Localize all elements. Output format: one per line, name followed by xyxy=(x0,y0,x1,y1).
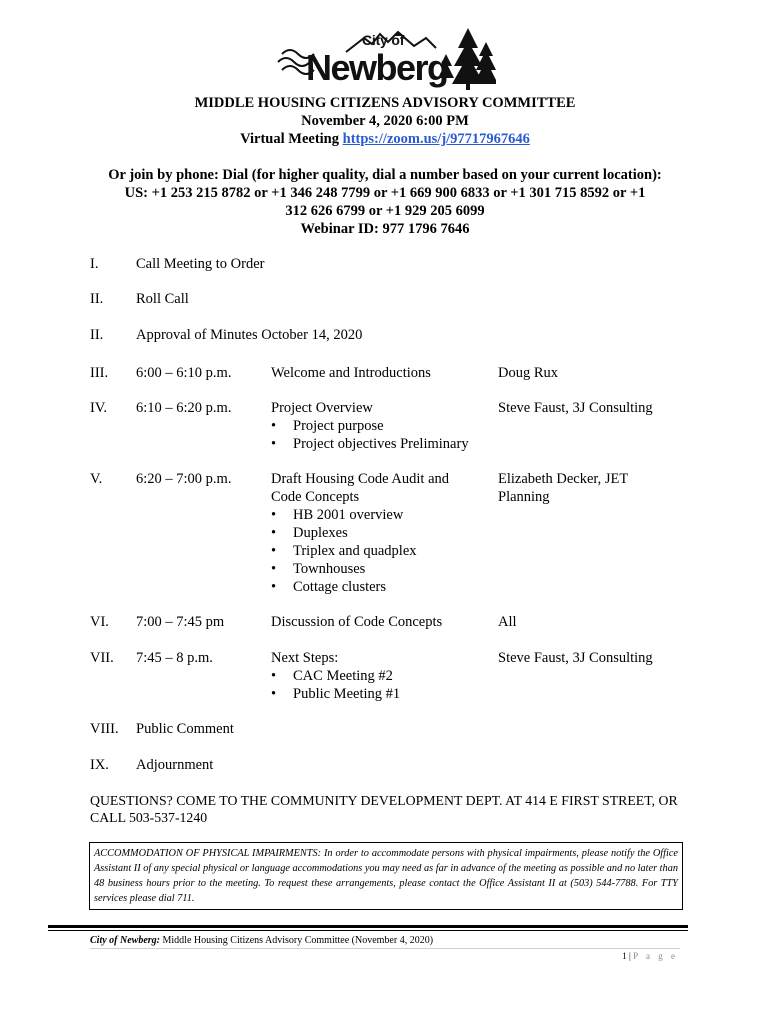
topic-bullets xyxy=(271,667,491,703)
item-label: Public Comment xyxy=(136,721,234,737)
item-topic-block xyxy=(271,649,491,703)
city-logo xyxy=(276,24,496,94)
topic-bullets xyxy=(271,417,491,453)
bullet-item: • Duplexes xyxy=(271,524,491,542)
item-presenter: All xyxy=(498,614,517,630)
item-presenter-line: Elizabeth Decker, JET xyxy=(498,471,629,487)
footer-rule-thick xyxy=(48,925,688,928)
bullet-item: • HB 2001 overview xyxy=(271,506,491,524)
item-number: I. xyxy=(90,256,99,272)
item-time: 7:45 – 8 p.m. xyxy=(136,650,213,666)
item-number: V. xyxy=(90,471,103,487)
item-presenter: Doug Rux xyxy=(498,365,559,381)
footer-rule-thin xyxy=(48,930,688,931)
questions-notice: QUESTIONS? COME TO THE COMMUNITY DEVELOPMENT DEPT. AT 414 E FIRST STREET, OR CALL 503-537-1240 xyxy=(90,793,678,825)
page-word: P a g e xyxy=(633,951,678,961)
virtual-meeting-label: Virtual Meeting xyxy=(240,131,343,147)
item-topic: Project Overview xyxy=(271,400,373,416)
page-number xyxy=(600,950,678,962)
item-label: Call Meeting to Order xyxy=(136,256,265,272)
bullet-item: • Townhouses xyxy=(271,560,491,578)
item-time: 6:10 – 6:20 p.m. xyxy=(136,400,232,416)
item-topic: Discussion of Code Concepts xyxy=(271,614,443,630)
item-number: II. xyxy=(90,291,104,307)
item-label: Roll Call xyxy=(136,291,189,307)
zoom-link[interactable]: https://zoom.us/j/97717967646 xyxy=(342,131,530,147)
item-number: II. xyxy=(90,327,104,343)
item-label: Adjournment xyxy=(136,757,214,773)
phone-numbers-2: 312 626 6799 or +1 929 205 6099 xyxy=(285,203,485,219)
item-number: VI. xyxy=(90,614,109,630)
item-presenter-line: Planning xyxy=(498,489,550,505)
item-time: 6:20 – 7:00 p.m. xyxy=(136,471,232,487)
topic-bullets xyxy=(271,506,491,596)
item-presenter: Steve Faust, 3J Consulting xyxy=(498,400,653,416)
item-topic-line: Code Concepts xyxy=(271,489,360,505)
logo-name: Newberg xyxy=(306,47,448,88)
phone-numbers-1: US: +1 253 215 8782 or +1 346 248 7799 or +1 669 900 6833 or +1 301 715 8592 or +1 xyxy=(124,185,646,201)
item-number: VII. xyxy=(90,650,114,666)
item-time: 6:00 – 6:10 p.m. xyxy=(136,365,232,381)
footer-city: City of Newberg: xyxy=(90,935,160,946)
item-topic-line: Draft Housing Code Audit and xyxy=(271,471,450,487)
footer-divider xyxy=(90,948,680,949)
item-topic-block xyxy=(271,470,491,596)
item-number: IX. xyxy=(90,757,109,773)
webinar-id: Webinar ID: 977 1796 7646 xyxy=(300,221,470,237)
footer-description: Middle Housing Citizens Advisory Committee (November 4, 2020) xyxy=(160,935,434,946)
item-topic-block xyxy=(271,399,491,453)
item-number: VIII. xyxy=(90,721,119,737)
item-number: IV. xyxy=(90,400,108,416)
logo-city-of: City of xyxy=(362,32,405,48)
meeting-date: November 4, 2020 6:00 PM xyxy=(301,113,469,129)
page-separator: | xyxy=(626,951,634,961)
committee-title: MIDDLE HOUSING CITIZENS ADVISORY COMMITTEE xyxy=(194,95,576,111)
item-presenter-block xyxy=(498,470,688,506)
phone-intro: Or join by phone: Dial (for higher quality, dial a number based on your current location): xyxy=(108,167,662,183)
bullet-item: • Project purpose xyxy=(271,417,491,435)
item-time: 7:00 – 7:45 pm xyxy=(136,614,225,630)
item-number: III. xyxy=(90,365,109,381)
accommodation-notice: ACCOMMODATION OF PHYSICAL IMPAIRMENTS: In order to accommodate persons with physical impairments, please notify the Office Assistant II of any special physical or language accommodations you may need as far in advance of the meeting as possible and no later than 48 business hours prior to the meeting. To request these arrangements, please contact the Office Assistant II at (503) 544-7788. For TTY services please dial 711. xyxy=(89,842,683,910)
bullet-item: • Public Meeting #1 xyxy=(271,685,491,703)
bullet-item: • Cottage clusters xyxy=(271,578,491,596)
item-topic: Next Steps: xyxy=(271,650,339,666)
footer-text xyxy=(90,934,433,947)
bullet-item: • CAC Meeting #2 xyxy=(271,667,491,685)
bullet-item: • Triplex and quadplex xyxy=(271,542,491,560)
virtual-meeting-line xyxy=(0,130,770,148)
page-number-value: 1 xyxy=(622,951,627,961)
item-label: Approval of Minutes October 14, 2020 xyxy=(136,327,363,343)
item-presenter: Steve Faust, 3J Consulting xyxy=(498,650,653,666)
bullet-item: • Project objectives Preliminary xyxy=(271,435,491,453)
item-topic: Welcome and Introductions xyxy=(271,365,431,381)
